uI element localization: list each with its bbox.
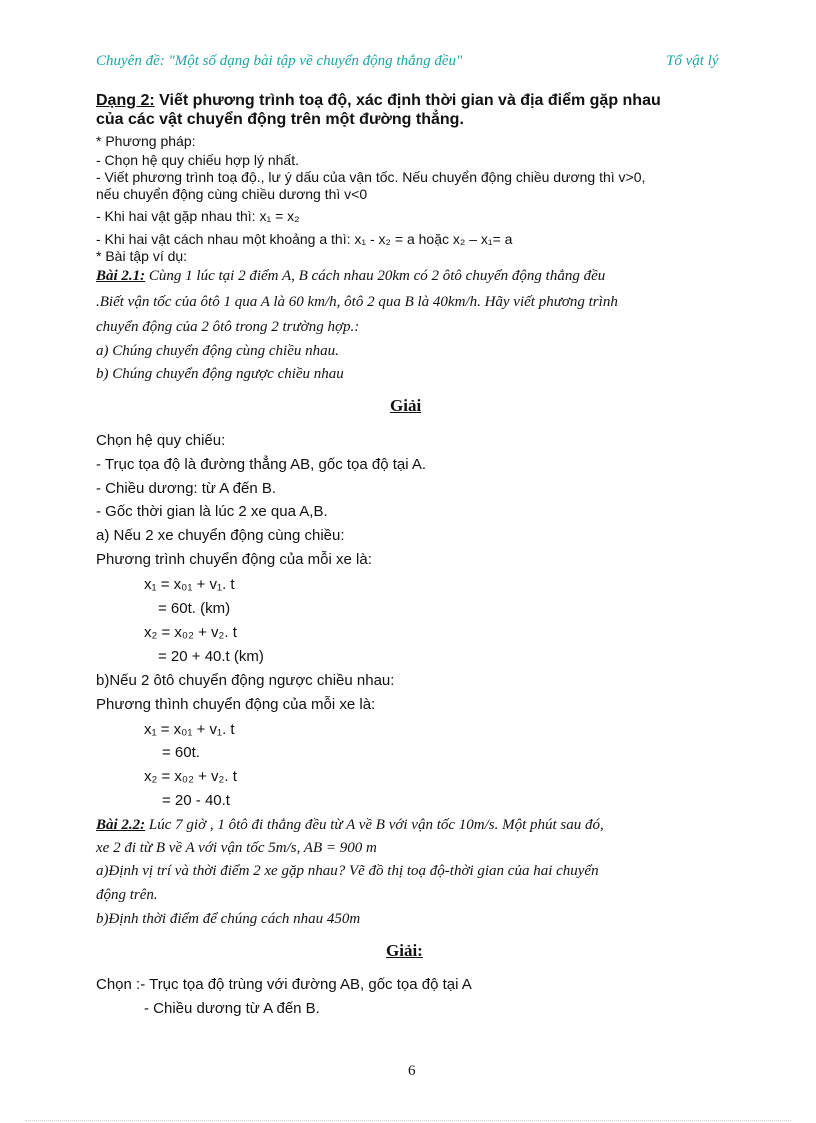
- problem-2-1-label: Bài 2.1:: [96, 268, 146, 284]
- solution-1-title: Giải: [390, 396, 422, 415]
- page-bottom-divider: [25, 1120, 791, 1121]
- solution-1-line: - Chiều dương: từ A đến B.: [96, 480, 277, 497]
- equation: = 60t.: [162, 744, 200, 761]
- solution-1-line: Phương thình chuyển động của mỗi xe là:: [96, 696, 376, 713]
- solution-1-line: a) Nếu 2 xe chuyển động cùng chiều:: [96, 527, 345, 544]
- problem-2-1-line-3: chuyển động của 2 ôtô trong 2 trường hợp.:: [96, 319, 360, 335]
- section-title-label: Dạng 2:: [96, 92, 155, 109]
- solution-2-line: - Chiều dương từ A đến B.: [144, 1000, 320, 1017]
- equation: x₂ = x₀₂ + v₂. t: [144, 624, 237, 641]
- example-heading: * Bài tập ví dụ:: [96, 248, 188, 264]
- problem-2-2-text: Lúc 7 giờ , 1 ôtô đi thẳng đều từ A về B với vận tốc 10m/s. Một phút sau đó,: [145, 817, 604, 833]
- solution-1-line: Chọn hệ quy chiếu:: [96, 432, 226, 449]
- header-department: Tổ vật lý: [666, 53, 719, 69]
- problem-2-1-part-a: a) Chúng chuyển động cùng chiều nhau.: [96, 343, 339, 359]
- equation: x₁ = x₀₁ + v₁. t: [144, 576, 235, 593]
- section-title-text: Viết phương trình toạ độ, xác định thời gian và địa điểm gặp nhau: [154, 92, 661, 109]
- method-heading: * Phương pháp:: [96, 133, 196, 149]
- problem-2-1-line-1: [96, 267, 605, 285]
- problem-2-2-line-2: xe 2 đi từ B về A với vận tốc 5m/s, AB = 900 m: [96, 840, 377, 856]
- apart-equation: x₁ - x₂ = a hoặc x₂ – x₁= a: [354, 231, 513, 247]
- meet-text: - Khi hai vật gặp nhau thì:: [96, 208, 256, 224]
- problem-2-1-part-b: b) Chúng chuyển động ngược chiều nhau: [96, 366, 344, 382]
- problem-2-1-line-2: .Biết vận tốc của ôtô 1 qua A là 60 km/h, ôtô 2 qua B là 40km/h. Hãy viết phương trình: [96, 294, 618, 310]
- equation: = 20 + 40.t (km): [158, 648, 264, 665]
- method-step-1: - Chọn hệ quy chiếu hợp lý nhất.: [96, 152, 299, 168]
- problem-2-2-line-1: [96, 816, 604, 834]
- section-title-cont: của các vật chuyển động trên một đường thẳng.: [96, 111, 464, 128]
- page-number: 6: [408, 1063, 416, 1079]
- method-step-2-cont: nếu chuyển động cùng chiều dương thì v<0: [96, 186, 368, 202]
- equation: x₁ = x₀₁ + v₁. t: [144, 721, 235, 738]
- problem-2-1-text: Cùng 1 lúc tại 2 điểm A, B cách nhau 20km có 2 ôtô chuyển động thẳng đều: [145, 268, 606, 284]
- solution-1-line: Phương trình chuyển động của mỗi xe là:: [96, 551, 372, 568]
- section-title: [96, 92, 661, 110]
- solution-1-line: - Trục tọa độ là đường thẳng AB, gốc tọa độ tại A.: [96, 456, 427, 473]
- problem-2-2-part-a-cont: động trên.: [96, 887, 158, 903]
- problem-2-2-part-b: b)Định thời điểm để chúng cách nhau 450m: [96, 911, 361, 927]
- method-step-2: - Viết phương trình toạ độ., lư ý dấu của vận tốc. Nếu chuyển động chiều dương thì v>0,: [96, 169, 646, 185]
- problem-2-2-part-a: a)Định vị trí và thời điểm 2 xe gặp nhau? Vẽ đồ thị toạ độ-thời gian của hai chuyển: [96, 863, 599, 879]
- solution-2-title: Giải:: [386, 941, 423, 960]
- equation: = 60t. (km): [158, 600, 231, 617]
- equation: = 20 - 40.t: [162, 792, 230, 809]
- header-topic: Chuyên đề: "Một số dạng bài tập về chuyển động thẳng đều": [96, 53, 463, 69]
- meet-equation: x₁ = x₂: [259, 208, 300, 224]
- equation: x₂ = x₀₂ + v₂. t: [144, 768, 237, 785]
- method-apart-condition: [96, 230, 512, 248]
- problem-2-2-label: Bài 2.2:: [96, 817, 146, 833]
- solution-2-line: Chọn :- Trục tọa độ trùng với đường AB, gốc tọa độ tại A: [96, 976, 472, 993]
- solution-1-line: b)Nếu 2 ôtô chuyển động ngược chiều nhau:: [96, 672, 395, 689]
- solution-1-line: - Gốc thời gian là lúc 2 xe qua A,B.: [96, 503, 328, 520]
- apart-text: - Khi hai vật cách nhau một khoảng a thì:: [96, 231, 351, 247]
- method-meet-condition: [96, 207, 300, 225]
